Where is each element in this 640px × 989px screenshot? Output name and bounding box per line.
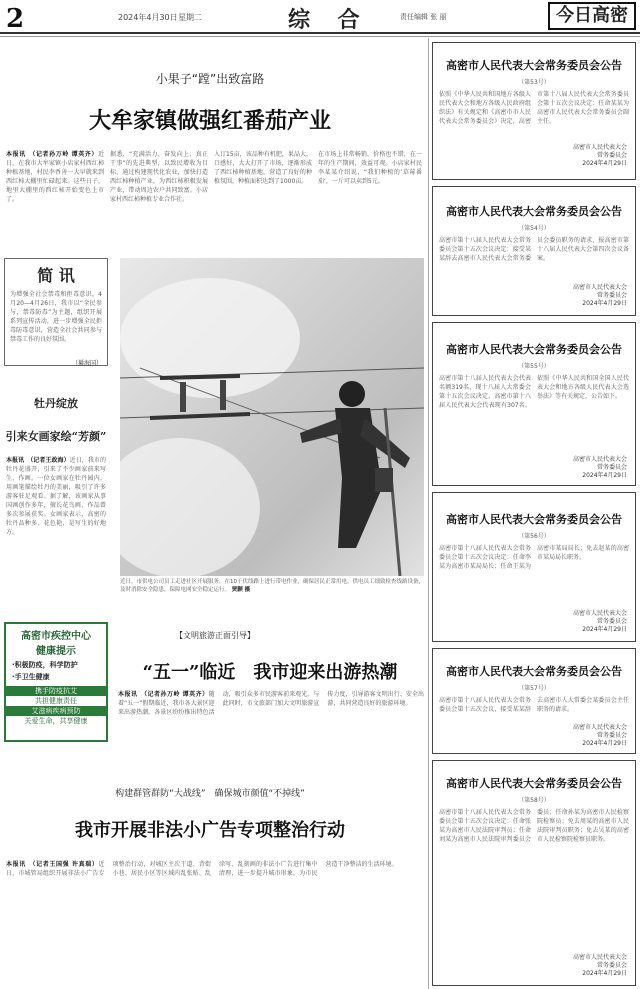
brief-text: 为增强全社会禁毒和拒毒意识，4月20—4月26日，我市以“全民参与，禁毒防毒”为主题，组织开展系列宣传活动，进一步增强全民拒毒防毒意识，营造全社会共同参与禁毒工作的良好氛围。 [10,291,102,343]
notice-body: 高密市第十八届人民代表大会常务委员会第十五次会议决定：任命张某为高密市人民法院审判员；任命刘某为高密市人民法院审判委员会委员；任命孙某为高密市人民检察院检察员；免去周某的高密市人民法院审判员职务；免去吴某的高密市人民检察院检察员职务。 [439,809,629,843]
news-photo [120,258,424,576]
article4-kicker: 构建群管群防“大战线” 确保城市颜值“不掉线” [115,789,305,799]
article1-col1 [6,150,104,250]
notice-sign1: 高密市人民代表大会 [572,456,627,463]
article1-title: 大牟家镇做强红番茄产业 [88,108,331,134]
notice-sign1: 高密市人民代表大会 [572,724,627,731]
notice-57 [432,648,636,754]
article1-col4: 在市场上非常畅销，价格也不错，在一年的生产期间，效益可观。小店家村民李某某介绍说，“我们种植的‘草莓番茄’，一斤可以卖到5元。 [318,151,422,185]
power-line-worker-image [120,258,424,576]
header-divider [0,36,640,37]
notice-sign1: 高密市人民代表大会 [572,144,627,151]
photo-credit: 贾颢 摄 [231,587,251,593]
notice-sign2: 常务委员会 [596,962,627,969]
article2-body [6,456,106,576]
article1-col2: 据悉，“充满活力、奋发向上、真正干事”的先进典型，以致民增收为目标，通过构建现代化农业，加快打造西红柿种植产业，为西红柿积极发展产业，带动周边农户共同致富。小店家村西红柿种植专业合作社。 [110,151,208,203]
ad-tag2: 共担健康责任 [6,696,106,706]
ad-tag4: 关爱生命，共享健康 [6,716,106,726]
article1-kicker: 小果子“蹚”出致富路 [155,72,265,86]
article3-text: 随着“五一”假期临近，我市各大景区迎来出游热潮。各景区纷纷推出特色活动，吸引众多市民游客前来观光。与此同时，市文旅部门加大文明旅游宣传力度，引导游客文明出行、安全出游，共同营造良好的旅游环境。 [118,691,424,716]
notice-date: 2024年4月29日 [582,970,627,977]
notice-title: 高密市人民代表大会常务委员会公告 [446,343,622,356]
notice-sign2: 常务委员会 [596,732,627,739]
notice-title: 高密市人民代表大会常务委员会公告 [446,513,622,526]
notice-date: 2024年4月29日 [582,160,627,167]
notice-signature [433,456,635,480]
notice-56 [432,492,636,642]
notice-signature [433,724,635,748]
ad-subtitle: 健康提示 [36,646,76,657]
issue-weekday: 星期二 [178,13,202,22]
article1-byline: 本报讯 （记者孙万岭 谭英齐） [6,151,98,158]
issue-date: 2024年4月30日 [118,13,178,22]
brief-title: 简 讯 [37,266,75,285]
ad-tag3: 艾滋病疾病预防 [6,706,106,716]
notice-sign2: 常务委员会 [596,152,627,159]
notice-body: 高密市第十八届人民代表大会常务委员会第十五次会议，接受某某辞去高密市人大常委会某委员会主任职务的请求。 [439,697,629,713]
photo-caption-text: 近日，市供电公司员工走进社区开展服务，在10千伏线路上进行带电作业，确保居民正常用电。供电员工细致检查线路设备，及时消除安全隐患，保障电网安全稳定运行。 [120,579,424,593]
notice-date: 2024年4月29日 [582,472,627,479]
notice-title: 高密市人民代表大会常务委员会公告 [446,777,622,790]
notice-sign1: 高密市人民代表大会 [572,610,627,617]
article3-title: “五一”临近 我市迎来出游热潮 [142,662,398,683]
section-title: 综 合 [288,7,370,33]
notice-body: 高密市第十八届人民代表大会常务委员会第十五次会议决定：任命李某为高密市某局局长；任命王某为高密市某局局长；免去赵某的高密市某局局长职务。 [439,545,629,570]
notice-number: （第53号） [518,79,550,86]
notice-body: 依照《中华人民共和国地方各级人民代表大会和地方各级人民政府组织法》有关规定和《高密市市人民代表大会常务委员会》决定，高密市第十八届人民代表大会常务委员会第十五次会议决定：任命某某为高密市人民代表大会常务委员会副主任。 [439,91,629,125]
notice-sign2: 常务委员会 [596,618,627,625]
ad-line2: ·手卫生健康 [12,673,50,681]
notice-sign1: 高密市人民代表大会 [572,284,627,291]
notice-date: 2024年4月29日 [582,300,627,307]
notice-number: （第58号） [518,797,550,804]
notice-title: 高密市人民代表大会常务委员会公告 [446,59,622,72]
article4-title: 我市开展非法小广告专项整治行动 [75,820,345,841]
notice-signature [433,610,635,634]
article2-text: 近日，我市的牡丹花盛开，引来了不少画家前来写生、作画。一位女画家在牡丹园内，用画笔描绘牡丹的美丽，吸引了许多游客驻足观看。据了解，该画家从事国画创作多年，擅长花鸟画，作品曾多次参展获奖。女画家表示，高密的牡丹品种多、花色艳，是写生的好地方。 [6,457,106,536]
notice-55 [432,322,636,486]
ad-tag1: 携手防疫抗艾 [6,686,106,696]
notice-number: （第55号） [518,363,550,370]
notice-signature [433,144,635,168]
editors: 责任编辑 张 丽 [400,13,447,21]
column-divider [428,38,429,989]
article1-col3: 入订15亩，该品种有机肥，果品大，口感好，大大打开了市场，逐渐形成了西红柿种植基地，营造了良好的种植氛围，种植面积达到了1000亩。 [214,151,312,185]
notice-sign2: 常务委员会 [596,292,627,299]
notice-sign1: 高密市人民代表大会 [572,954,627,961]
notice-date: 2024年4月29日 [582,740,627,747]
notice-title: 高密市人民代表大会常务委员会公告 [446,665,622,678]
brief-source: （綦海国） [71,360,102,367]
notice-53 [432,42,636,180]
notice-date: 2024年4月29日 [582,626,627,633]
notice-number: （第57号） [518,685,550,692]
article4-byline: 本报讯 （记者王国强 许真瑞） [6,861,99,868]
notice-number: （第56号） [518,533,550,540]
ad-title: 高密市疾控中心 [21,631,91,642]
page-number: 2 [6,4,25,34]
article4-text: 近日，市城管局组织开展非法小广告专项整治行动，对城区主次干道、背街小巷、居民小区等区域内乱张贴、乱涂写、乱刻画的非法小广告进行集中清理，进一步提升城市形象，为市民营造干净整洁的生活环境。 [6,861,398,877]
article4-body [6,860,424,985]
health-ad [4,622,108,742]
article3-byline: 本报讯 （记者孙万岭 谭英齐） [118,691,209,698]
article2-title: 引来女画家绘“芳颜” [5,430,107,443]
notice-54 [432,186,636,316]
notice-number: （第54号） [518,225,550,232]
notice-signature [433,954,635,978]
notice-signature [433,284,635,308]
article1-text1: 近日，在我市大牟家镇小店家村西红柿种植基地，村民李香善一大早就来到西红柿大棚里忙碌起来。这些日子，地里大棚里的西红柿开始变色上市了。 [6,151,104,203]
notice-sign2: 常务委员会 [596,464,627,471]
article2-kicker: 牡丹绽放 [34,397,78,410]
article2-byline: 本报讯 （记者王政海） [6,457,70,464]
article3-body [118,690,424,740]
article3-kicker: 【文明旅游正面引导】 [175,631,255,640]
ad-line1: ·积极防疫，科学防护 [12,661,78,669]
notice-title: 高密市人民代表大会常务委员会公告 [446,205,622,218]
notice-body: 高密市第十八届人民代表大会常务委员会第十五次会议决定：接受某某辞去高密市人民代表大会常务委员会委员职务的请求，报高密市第十八届人民代表大会第四次会议备案。 [439,237,629,262]
brief-box [4,258,108,366]
notice-body: 高密市第十八届人民代表大会代表名额319名，现十八届人大常委会第十五次会议决定，高密市第十八届人民代表大会代表现有307名。依照《中华人民共和国全国人民代表大会和地方各级人民代表大会选举法》等有关规定，公告如下。 [439,375,629,409]
photo-caption [120,578,424,598]
notice-58 [432,760,636,986]
newspaper-logo: 今日高密 [548,2,636,30]
